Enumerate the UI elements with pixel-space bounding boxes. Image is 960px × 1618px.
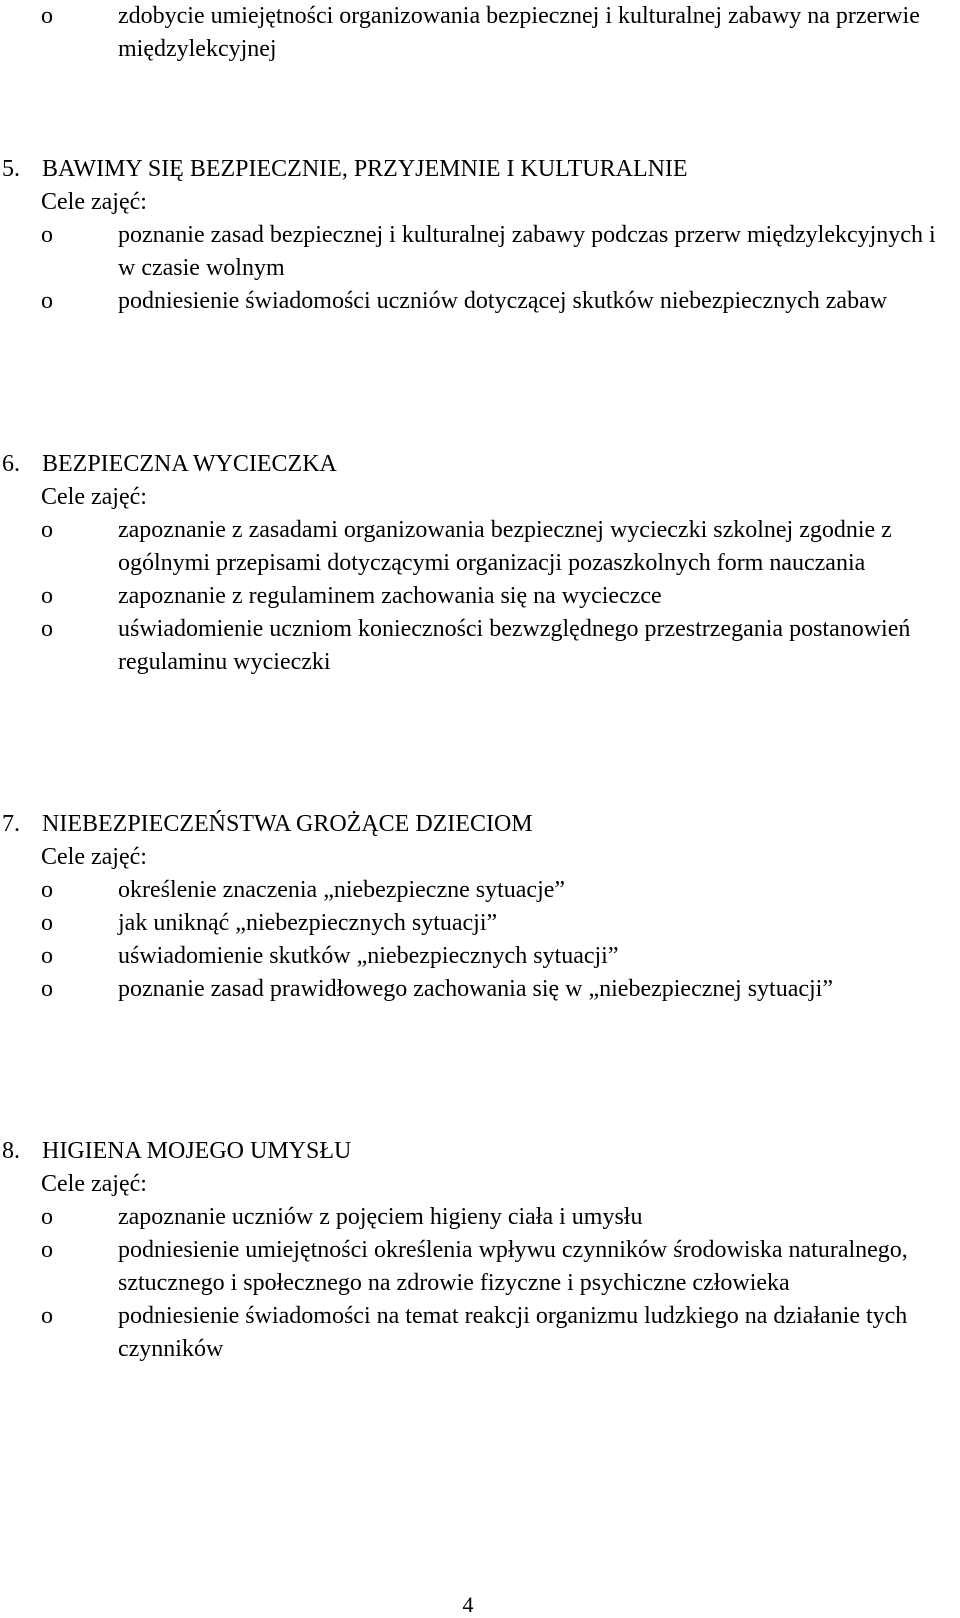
section-number: 7. [2, 811, 20, 837]
continuation-list [0, 0, 960, 66]
goals-label: Cele zajęć: [41, 1171, 147, 1197]
section-heading [0, 448, 960, 481]
bullet-marker: o [41, 877, 53, 903]
list-item-text: zdobycie umiejętności organizowania bezpiecznej i kulturalnej zabawy na przerwie międzylekcyjnej [118, 3, 920, 62]
list-item [0, 907, 960, 940]
section-5 [0, 153, 960, 318]
list-item [0, 1201, 960, 1234]
bullet-marker: o [41, 1237, 53, 1263]
bullet-marker: o [41, 910, 53, 936]
list-item [0, 285, 960, 318]
section-heading [0, 808, 960, 841]
list-item-text: zapoznanie z regulaminem zachowania się na wycieczce [118, 583, 662, 609]
list-item-text: zapoznanie uczniów z pojęciem higieny ciała i umysłu [118, 1204, 643, 1230]
bullet-marker: o [41, 1204, 53, 1230]
list-item [0, 219, 960, 285]
list-item [0, 1300, 960, 1366]
section-number: 6. [2, 451, 20, 477]
goals-label: Cele zajęć: [41, 844, 147, 870]
list-item-text: uświadomienie skutków „niebezpiecznych sytuacji” [118, 943, 619, 969]
section-title: BAWIMY SIĘ BEZPIECZNIE, PRZYJEMNIE I KULTURALNIE [42, 156, 688, 182]
list-item [0, 940, 960, 973]
page-number [0, 1593, 960, 1617]
bullet-marker: o [41, 616, 53, 642]
bullet-marker: o [41, 517, 53, 543]
list-item [0, 973, 960, 1006]
section-heading [0, 1135, 960, 1168]
bullet-marker: o [41, 1303, 53, 1329]
section-8 [0, 1135, 960, 1366]
list-item-text: jak uniknąć „niebezpiecznych sytuacji” [118, 910, 498, 936]
bullet-marker: o [41, 943, 53, 969]
list-item-text: określenie znaczenia „niebezpieczne sytuacje” [118, 877, 566, 903]
section-number: 8. [2, 1138, 20, 1164]
bullet-marker: o [41, 976, 53, 1002]
section-title: BEZPIECZNA WYCIECZKA [42, 451, 337, 477]
list-item-text: podniesienie umiejętności określenia wpływu czynników środowiska naturalnego, sztucznego i społecznego na zdrowie fizyczne i psychiczne człowieka [118, 1237, 908, 1296]
bullet-marker: o [41, 222, 53, 248]
page-number-text: 4 [462, 1592, 474, 1617]
list-item-text: poznanie zasad bezpiecznej i kulturalnej zabawy podczas przerw międzylekcyjnych i w czasie wolnym [118, 222, 936, 281]
list-item [0, 0, 960, 66]
section-number: 5. [2, 156, 20, 182]
list-item-text: zapoznanie z zasadami organizowania bezpiecznej wycieczki szkolnej zgodnie z ogólnymi przepisami dotyczącymi organizacji pozaszkolnych form nauczania [118, 517, 892, 576]
list-item-text: poznanie zasad prawidłowego zachowania się w „niebezpiecznej sytuacji” [118, 976, 833, 1002]
bullet-marker: o [41, 3, 53, 29]
goals-label: Cele zajęć: [41, 189, 147, 215]
list-item [0, 613, 960, 679]
section-title: HIGIENA MOJEGO UMYSŁU [42, 1138, 352, 1164]
list-item-text: podniesienie świadomości na temat reakcji organizmu ludzkiego na działanie tych czynników [118, 1303, 908, 1362]
goals-label: Cele zajęć: [41, 484, 147, 510]
list-item [0, 874, 960, 907]
bullet-marker: o [41, 583, 53, 609]
list-item-text: uświadomienie uczniom konieczności bezwzględnego przestrzegania postanowień regulaminu wycieczki [118, 616, 911, 675]
list-item [0, 580, 960, 613]
section-title: NIEBEZPIECZEŃSTWA GROŻĄCE DZIECIOM [42, 811, 533, 837]
section-6 [0, 448, 960, 679]
section-7 [0, 808, 960, 1006]
list-item [0, 1234, 960, 1300]
bullet-marker: o [41, 288, 53, 314]
section-heading [0, 153, 960, 186]
list-item-text: podniesienie świadomości uczniów dotyczącej skutków niebezpiecznych zabaw [118, 288, 888, 314]
list-item [0, 514, 960, 580]
